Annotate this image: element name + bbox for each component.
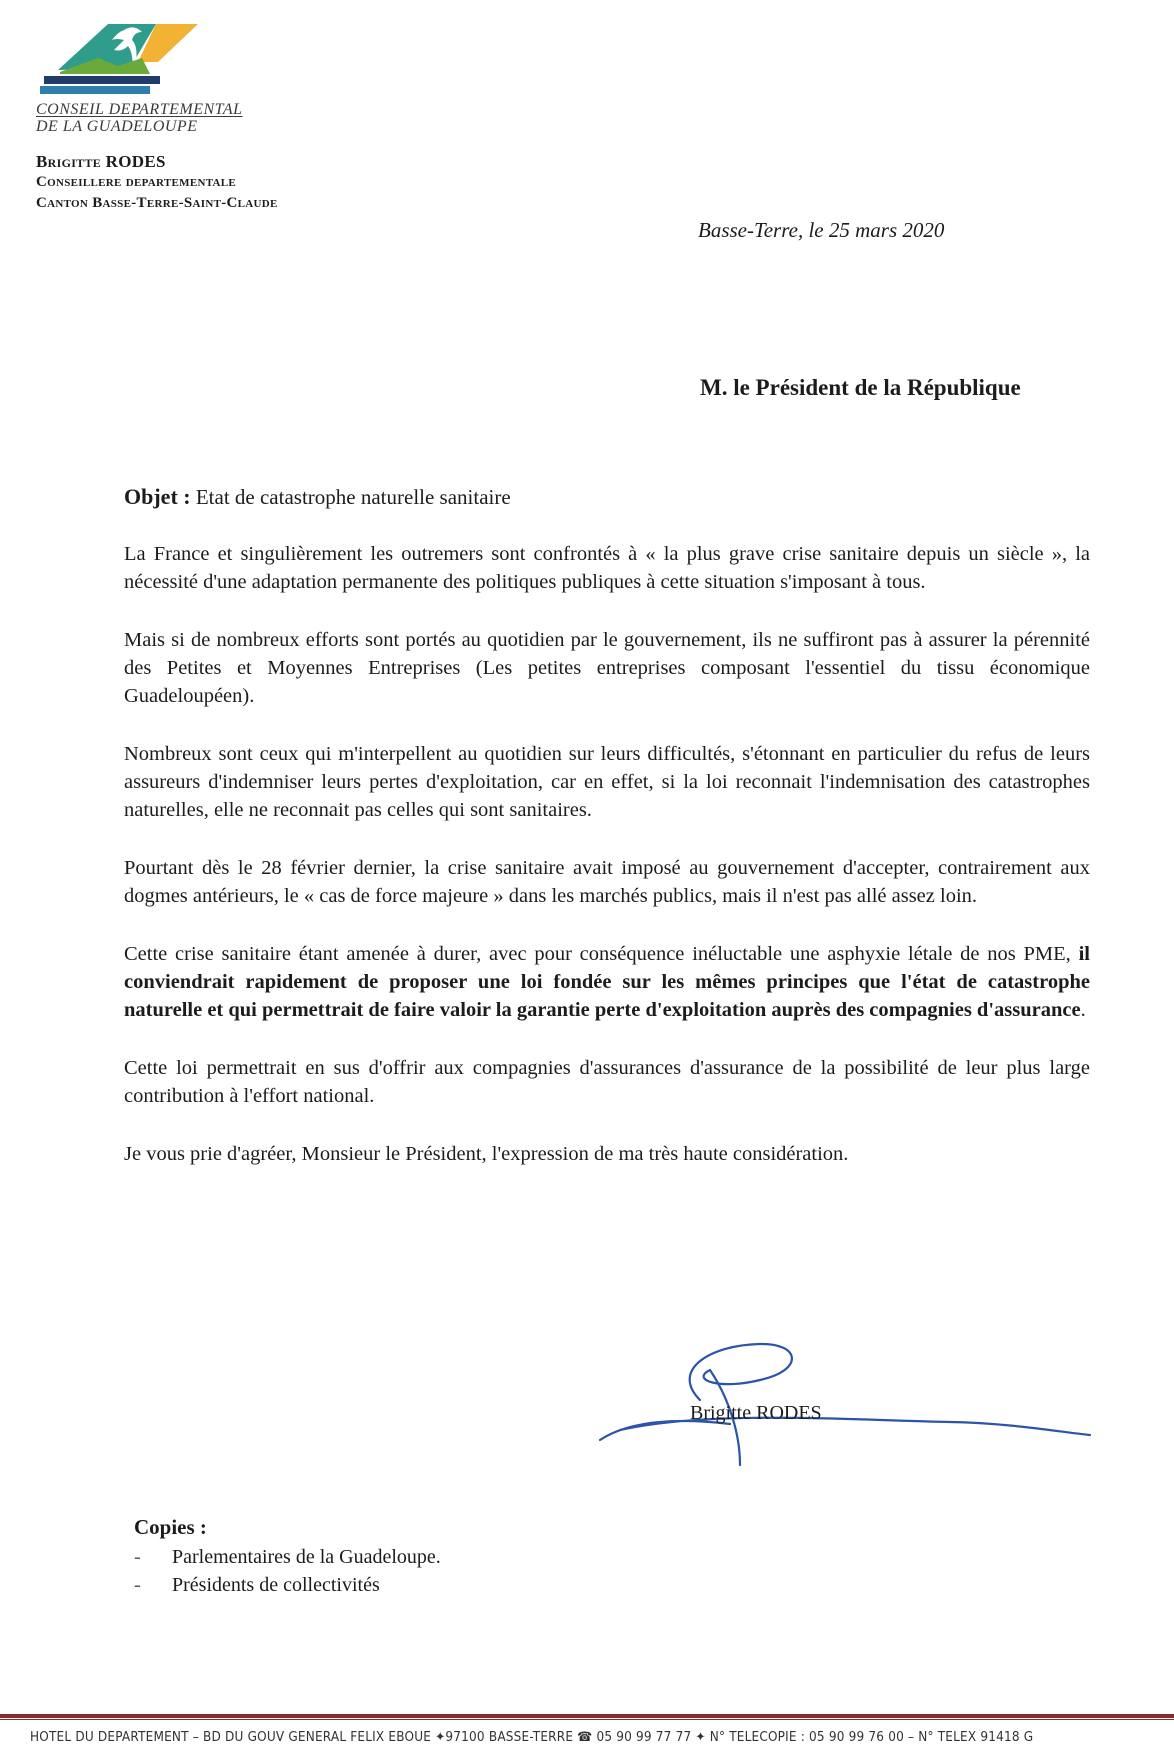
- paragraph-5-bold: il conviendrait rapidement de proposer une loi fondée sur les mêmes principes que l'état de catastrophe naturelle et qui permettrait de faire valoir la garantie perte d'exploitation auprès des compagnies d'assurance: [124, 943, 1090, 1021]
- letter-date: Basse-Terre, le 25 mars 2020: [698, 218, 945, 242]
- sender-block: [36, 151, 278, 214]
- paragraph-4: Pourtant dès le 28 février dernier, la crise sanitaire avait imposé au gouvernement d'accepter, contrairement aux dogmes antérieurs, le « cas de force majeure » dans les marchés publics, mais il n'est pas allé assez loin.: [124, 857, 1090, 907]
- paragraph-2: Mais si de nombreux efforts sont portés au quotidien par le gouvernement, ils ne suffiront pas à assurer la pérennité des Petites et Moyennes Entreprises (Les petites entreprises composant l'essentiel du tissu économique Guadeloupéen).: [124, 629, 1090, 707]
- paragraph-3: Nombreux sont ceux qui m'interpellent au quotidien sur leurs difficultés, s'étonnant en particulier du refus de leurs assureurs d'indemniser leurs pertes d'exploitation, car en effet, si la loi reconnait l'indemnisation des catastrophes naturelles, elle ne reconnait pas celles qui sont sanitaires.: [124, 743, 1090, 821]
- organisation-line-1: CONSEIL DEPARTEMENTAL: [36, 101, 243, 118]
- sender-name: Brigitte RODES: [36, 152, 166, 171]
- signature-stroke: [600, 1344, 1090, 1465]
- recipient: M. le Président de la République: [700, 375, 1021, 400]
- subject-text: Etat de catastrophe naturelle sanitaire: [195, 485, 511, 509]
- paragraph-5-normal: Cette crise sanitaire étant amenée à durer, avec pour conséquence inéluctable une asphyxie létale de nos PME,: [124, 943, 1079, 965]
- subject-line: [124, 484, 511, 510]
- footer-rule: [0, 1714, 1174, 1718]
- paragraph-1: La France et singulièrement les outremers sont confrontés à « la plus grave crise sanitaire depuis un siècle », la nécessité d'une adaptation permanente des politiques publiques à cette situation s'imposant à tous.: [124, 543, 1090, 593]
- copies-block: [134, 1513, 441, 1599]
- copies-title: Copies :: [134, 1515, 207, 1539]
- copies-item: - Présidents de collectivités: [134, 1571, 441, 1599]
- closing-formula: Je vous prie d'agréer, Monsieur le Président, l'expression de ma très haute considération.: [124, 1143, 849, 1165]
- letter-body: [124, 540, 1090, 1198]
- logo-navy-bar: [44, 76, 160, 84]
- organisation-line-2: DE LA GUADELOUPE: [36, 118, 198, 135]
- paragraph-5-end: .: [1080, 999, 1086, 1021]
- copies-item: - Parlementaires de la Guadeloupe.: [134, 1543, 441, 1571]
- logo-navy-bar-2: [40, 86, 150, 94]
- sender-canton: Canton Basse-Terre-Saint-Claude: [36, 195, 278, 211]
- handwritten-signature: [590, 1340, 1100, 1480]
- departement-logo: [38, 18, 238, 96]
- signature-name: Brigitte RODES: [690, 1402, 822, 1424]
- footer-address: HOTEL DU DEPARTEMENT – BD DU GOUV GENERAL FELIX EBOUE ✦97100 BASSE-TERRE ☎ 05 90 99 77 77 ✦ N° TELECOPIE : 05 90 99 76 00 – N° TELEX 91418 G: [30, 1730, 1034, 1745]
- footer-rule-thin: [0, 1719, 1174, 1720]
- subject-label: Objet :: [124, 484, 191, 509]
- paragraph-6: Cette loi permettrait en sus d'offrir aux compagnies d'assurances d'assurance de la possibilité de leur plus large contribution à l'effort national.: [124, 1057, 1090, 1107]
- sender-title: Conseillere departementale: [36, 174, 237, 190]
- paragraph-5: [124, 940, 1090, 1024]
- organisation-name: [36, 101, 243, 135]
